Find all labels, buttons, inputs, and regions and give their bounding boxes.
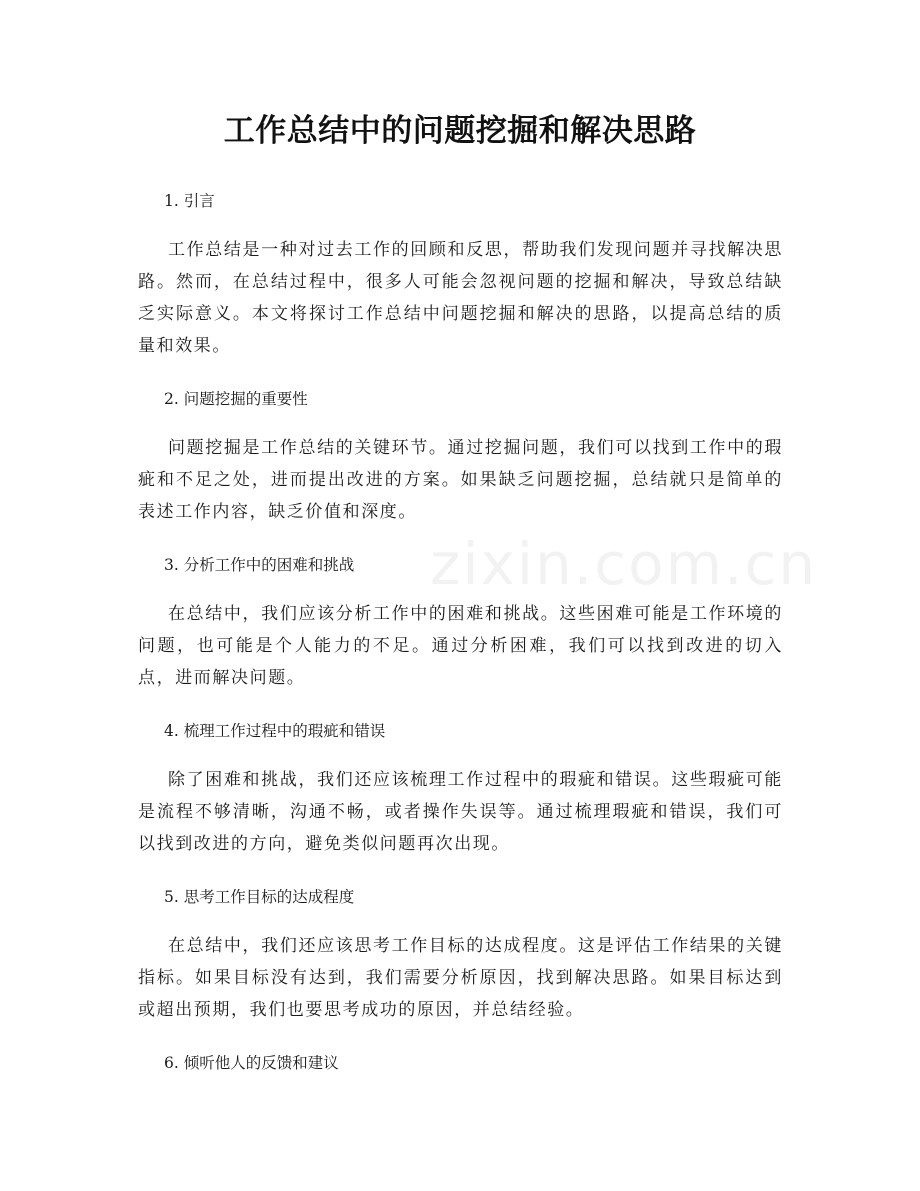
section-heading: 5. 思考工作目标的达成程度 — [164, 888, 355, 906]
document-body — [138, 184, 783, 1080]
section-heading: 4. 梳理工作过程中的瑕疵和错误 — [164, 722, 386, 740]
document-title: 工作总结中的问题挖掘和解决思路 — [223, 113, 697, 149]
section-feedback — [138, 1046, 783, 1080]
section-flaws — [138, 714, 783, 860]
section-heading: 1. 引言 — [164, 192, 215, 210]
section-heading: 6. 倾听他人的反馈和建议 — [164, 1054, 339, 1072]
section-paragraph: 除了困难和挑战，我们还应该梳理工作过程中的瑕疵和错误。这些瑕疵可能是流程不够清晰，沟通不畅，或者操作失误等。通过梳理瑕疵和错误，我们可以找到改进的方向，避免类似问题再次出现。 — [138, 770, 783, 854]
watermark: zixin.com.cn — [430, 530, 818, 598]
section-paragraph: 问题挖掘是工作总结的关键环节。通过挖掘问题，我们可以找到工作中的瑕疵和不足之处，进而提出改进的方案。如果缺乏问题挖掘，总结就只是简单的表述工作内容，缺乏价值和深度。 — [138, 438, 783, 522]
section-difficulties — [138, 548, 783, 694]
section-importance — [138, 382, 783, 528]
section-paragraph: 在总结中，我们还应该思考工作目标的达成程度。这是评估工作结果的关键指标。如果目标没有达到，我们需要分析原因，找到解决思路。如果目标达到或超出预期，我们也要思考成功的原因，并总结经验。 — [138, 936, 783, 1020]
section-heading: 2. 问题挖掘的重要性 — [164, 390, 308, 408]
section-introduction — [138, 184, 783, 362]
section-paragraph: 在总结中，我们应该分析工作中的困难和挑战。这些困难可能是工作环境的问题，也可能是个人能力的不足。通过分析困难，我们可以找到改进的切入点，进而解决问题。 — [138, 604, 783, 688]
section-goals — [138, 880, 783, 1026]
section-paragraph: 工作总结是一种对过去工作的回顾和反思，帮助我们发现问题并寻找解决思路。然而，在总结过程中，很多人可能会忽视问题的挖掘和解决，导致总结缺乏实际意义。本文将探讨工作总结中问题挖掘和解决的思路，以提高总结的质量和效果。 — [138, 240, 783, 356]
section-heading: 3. 分析工作中的困难和挑战 — [164, 556, 355, 574]
